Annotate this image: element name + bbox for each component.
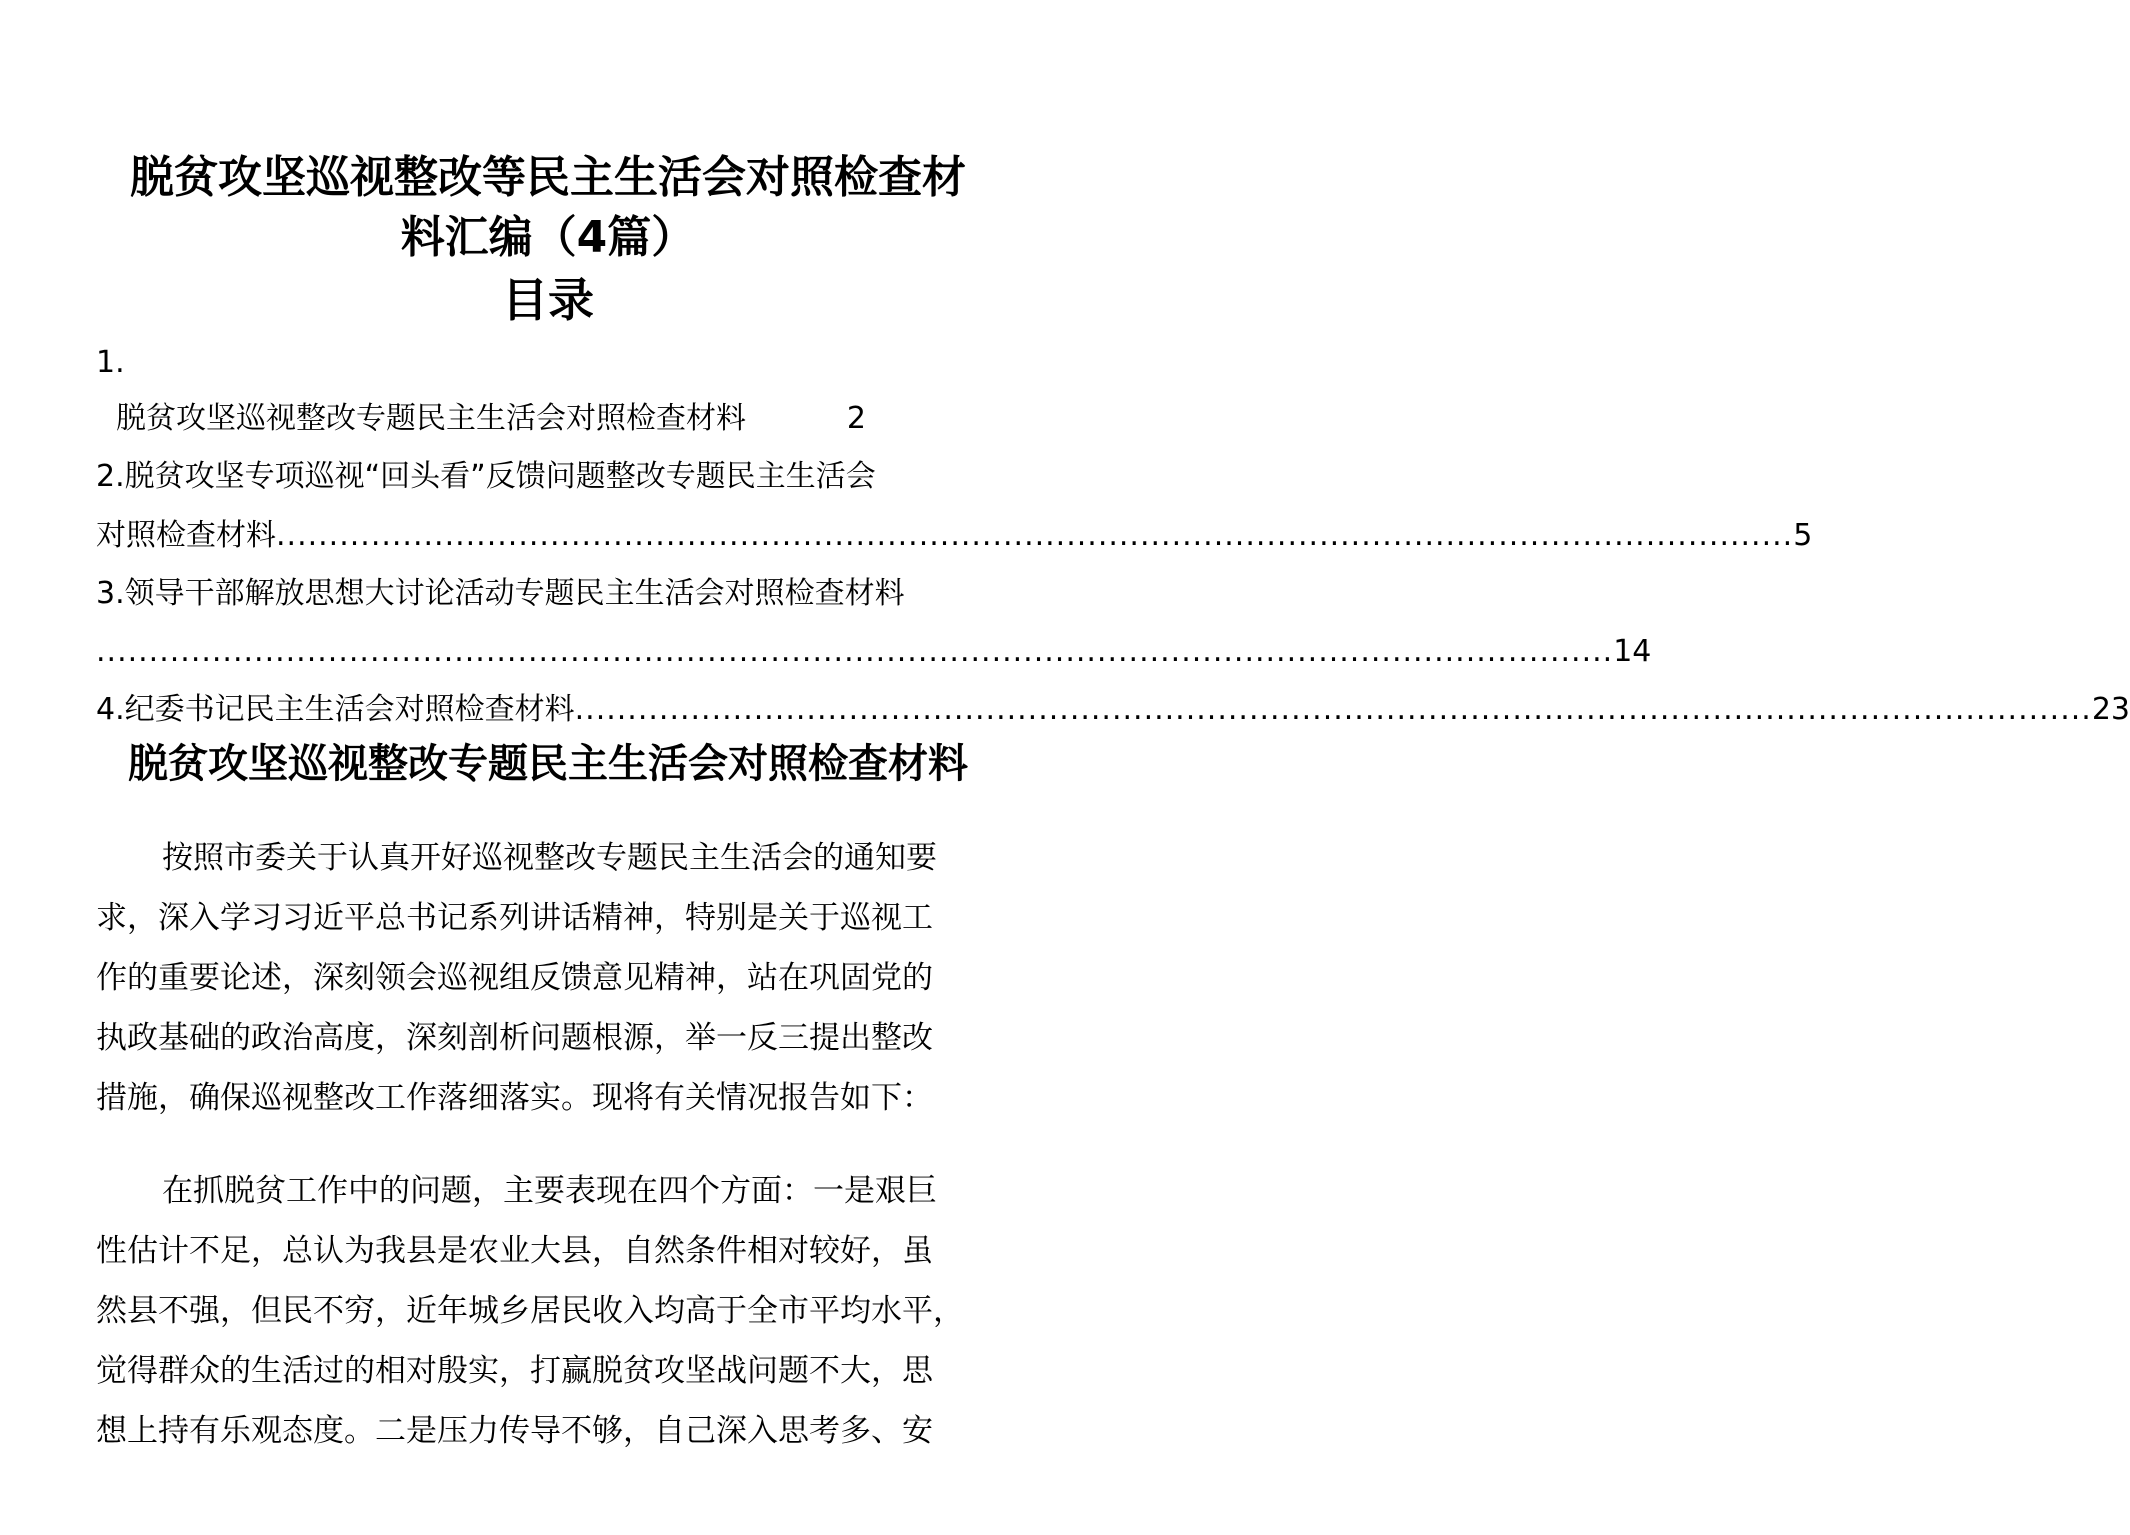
toc-item-1-page: 2 [846, 401, 866, 436]
toc-item-4-page: 23 [2091, 692, 2130, 727]
toc-item-2-title-line2: 对照检查材料 [96, 518, 276, 553]
paragraph-1-line: 措施，确保巡视整改工作落细落实。现将有关情况报告如下： [96, 1080, 933, 1116]
toc-heading: 目录 [502, 273, 594, 327]
paragraph-2-line: 在抓脱贫工作中的问题，主要表现在四个方面：一是艰巨 [162, 1173, 937, 1209]
section-title: 脱贫攻坚巡视整改专题民主生活会对照检查材料 [128, 741, 968, 787]
toc-item-3-leader: ................................................................................................................................................ [96, 634, 1614, 669]
paragraph-2-line: 觉得群众的生活过的相对殷实，打赢脱贫攻坚战问题不大，思 [96, 1353, 933, 1389]
toc-item-4[interactable] [96, 690, 2130, 730]
toc-item-2[interactable] [96, 516, 1813, 556]
paragraph-2-line: 想上持有乐观态度。二是压力传导不够，自己深入思考多、安 [96, 1413, 933, 1449]
paragraph-1-line: 按照市委关于认真开好巡视整改专题民主生活会的通知要 [162, 840, 937, 876]
paragraph-2-line: 然县不强，但民不穷，近年城乡居民收入均高于全市平均水平， [96, 1293, 964, 1329]
toc-item-1-title: 脱贫攻坚巡视整改专题民主生活会对照检查材料 [116, 401, 746, 436]
toc-item-3[interactable] [96, 632, 1652, 672]
toc-item-2-page: 5 [1793, 518, 1813, 553]
toc-item-1-number: 1. [96, 345, 125, 380]
paragraph-2-line: 性估计不足，总认为我县是农业大县，自然条件相对较好，虽 [96, 1233, 933, 1269]
toc-item-2-leader: ................................................................................................................................................ [276, 518, 1794, 553]
document-title-line1: 脱贫攻坚巡视整改等民主生活会对照检查材 [130, 152, 966, 203]
toc-item-1[interactable] [116, 399, 866, 439]
toc-item-2-title-line1[interactable]: 2.脱贫攻坚专项巡视“回头看”反馈问题整改专题民主生活会 [96, 459, 876, 494]
paragraph-1-line: 求，深入学习习近平总书记系列讲话精神，特别是关于巡视工 [96, 900, 933, 936]
toc-item-3-page: 14 [1613, 634, 1652, 669]
toc-item-4-leader: ................................................................................................................................................ [574, 692, 2092, 727]
toc-item-3-title[interactable]: 3.领导干部解放思想大讨论活动专题民主生活会对照检查材料 [96, 576, 905, 611]
document-title-line2: 料汇编（4篇） [400, 212, 696, 263]
paragraph-1-line: 作的重要论述，深刻领会巡视组反馈意见精神，站在巩固党的 [96, 960, 933, 996]
toc-item-4-title: 4.纪委书记民主生活会对照检查材料 [96, 692, 575, 727]
paragraph-1-line: 执政基础的政治高度，深刻剖析问题根源，举一反三提出整改 [96, 1020, 933, 1056]
